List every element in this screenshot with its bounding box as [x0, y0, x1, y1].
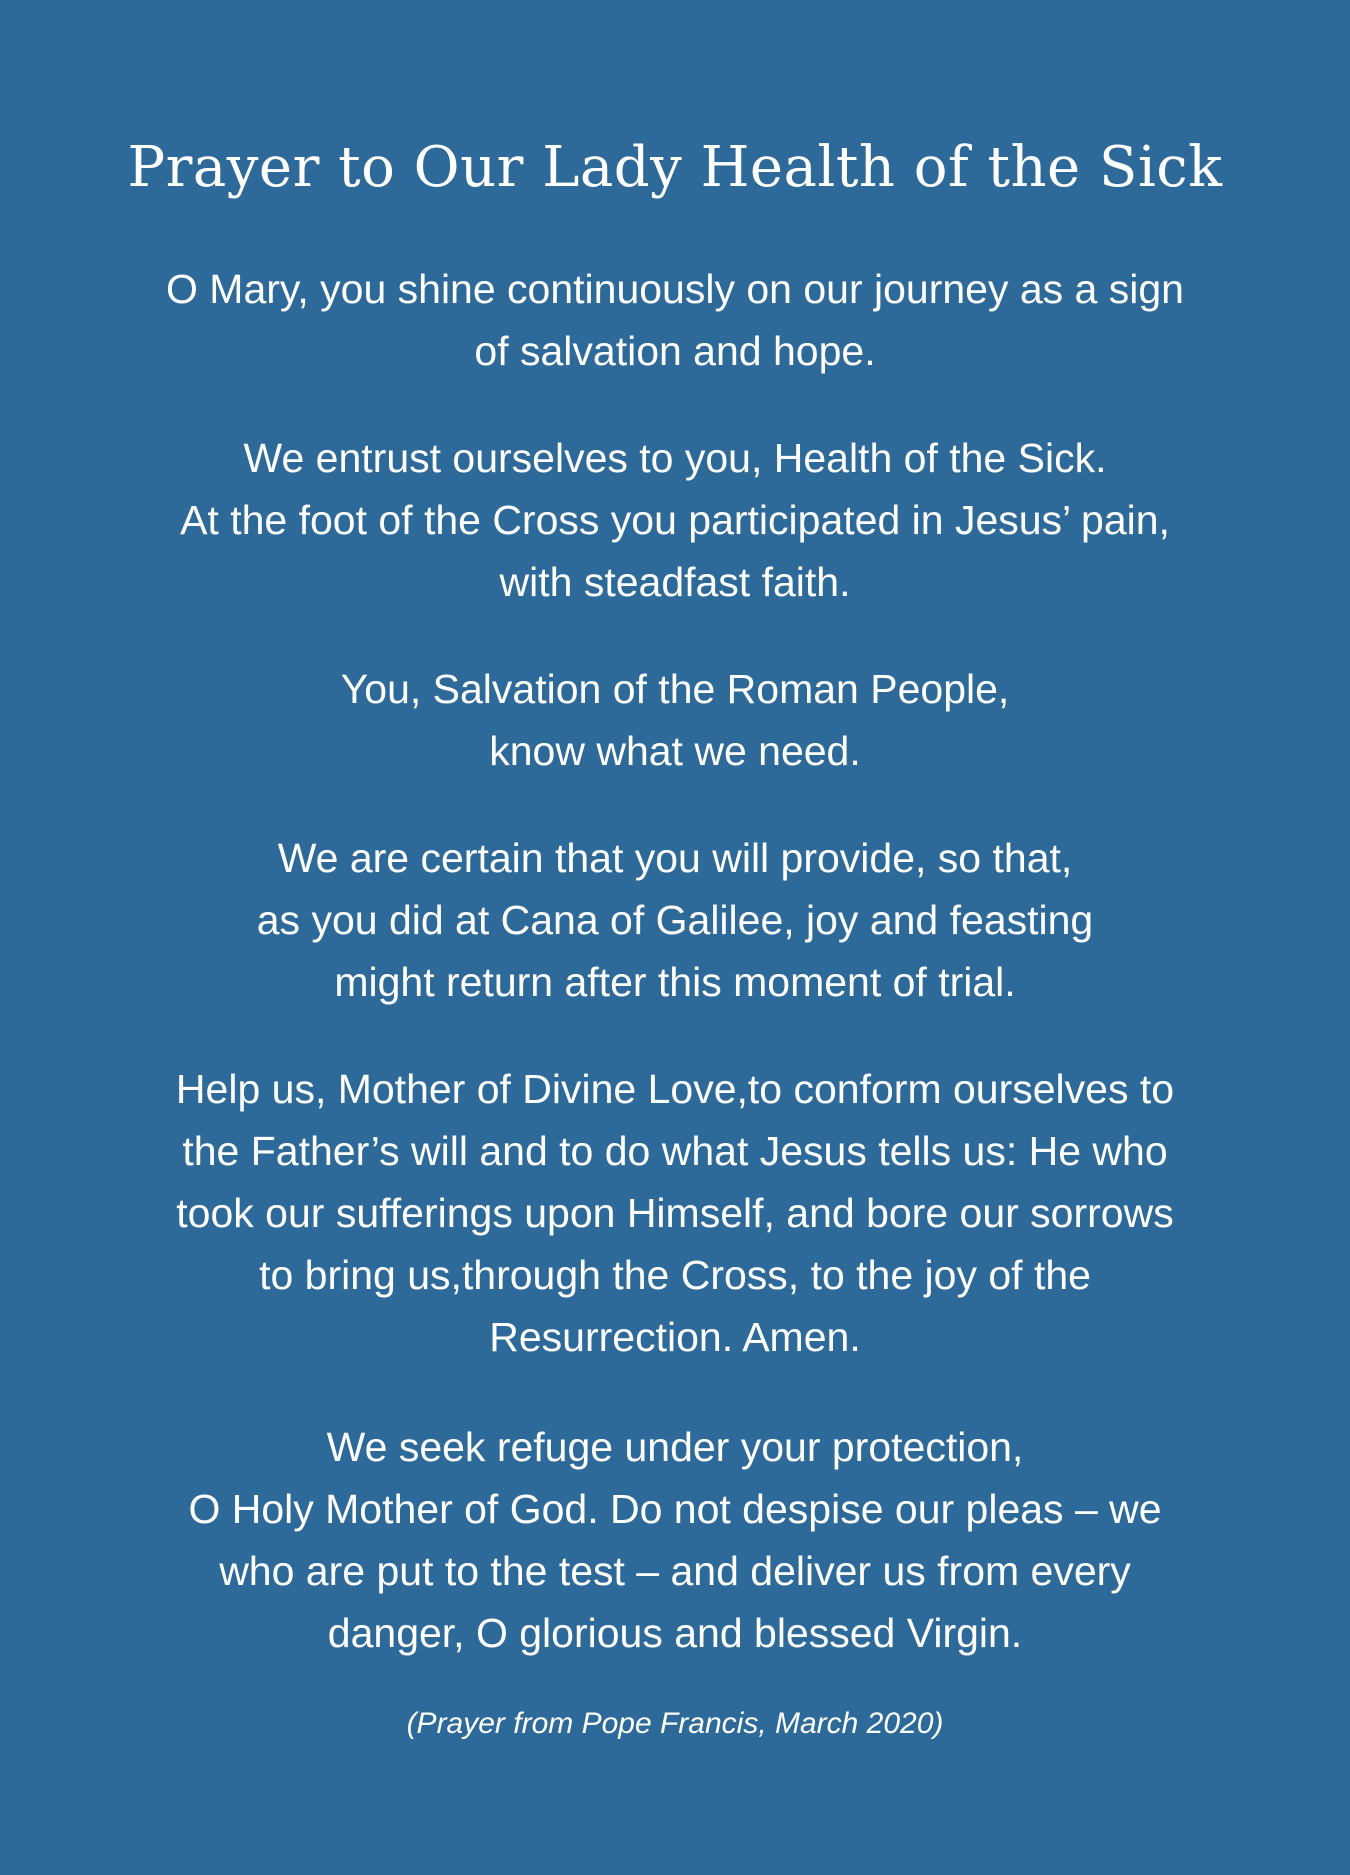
prayer-title: Prayer to Our Lady Health of the Sick	[127, 135, 1223, 200]
paragraph-6-line-4: danger, O glorious and blessed Virgin.	[327, 1610, 1023, 1656]
paragraph-3-line-2: know what we need.	[489, 728, 861, 774]
paragraph-3-line-1: You, Salvation of the Roman People,	[340, 666, 1010, 712]
paragraph-6-line-1: We seek refuge under your protection,	[326, 1424, 1024, 1470]
prayer-attribution: (Prayer from Pope Francis, March 2020)	[406, 1707, 944, 1740]
paragraph-4-line-1: We are certain that you will provide, so that,	[277, 835, 1073, 881]
paragraph-5-line-5: Resurrection. Amen.	[489, 1314, 861, 1360]
paragraph-4-line-2: as you did at Cana of Galilee, joy and feasting	[256, 897, 1094, 943]
paragraph-1-line-2: of salvation and hope.	[474, 328, 876, 374]
paragraph-5-line-3: took our sufferings upon Himself, and bore our sorrows	[176, 1190, 1174, 1236]
paragraph-2-line-2: At the foot of the Cross you participated in Jesus’ pain,	[180, 497, 1170, 543]
paragraph-2-line-3: with steadfast faith.	[499, 559, 851, 605]
paragraph-5-line-4: to bring us,through the Cross, to the joy of the	[259, 1252, 1091, 1298]
paragraph-2-line-1: We entrust ourselves to you, Health of the Sick.	[243, 435, 1107, 481]
paragraph-6-line-2: O Holy Mother of God. Do not despise our pleas – we	[188, 1486, 1162, 1532]
paragraph-4-line-3: might return after this moment of trial.	[334, 959, 1016, 1005]
paragraph-6-line-3: who are put to the test – and deliver us from every	[219, 1548, 1131, 1594]
paragraph-1-line-1: O Mary, you shine continuously on our journey as a sign	[166, 266, 1184, 312]
paragraph-5-line-1: Help us, Mother of Divine Love,to conform ourselves to	[175, 1066, 1175, 1112]
paragraph-5-line-2: the Father’s will and to do what Jesus tells us: He who	[182, 1128, 1168, 1174]
